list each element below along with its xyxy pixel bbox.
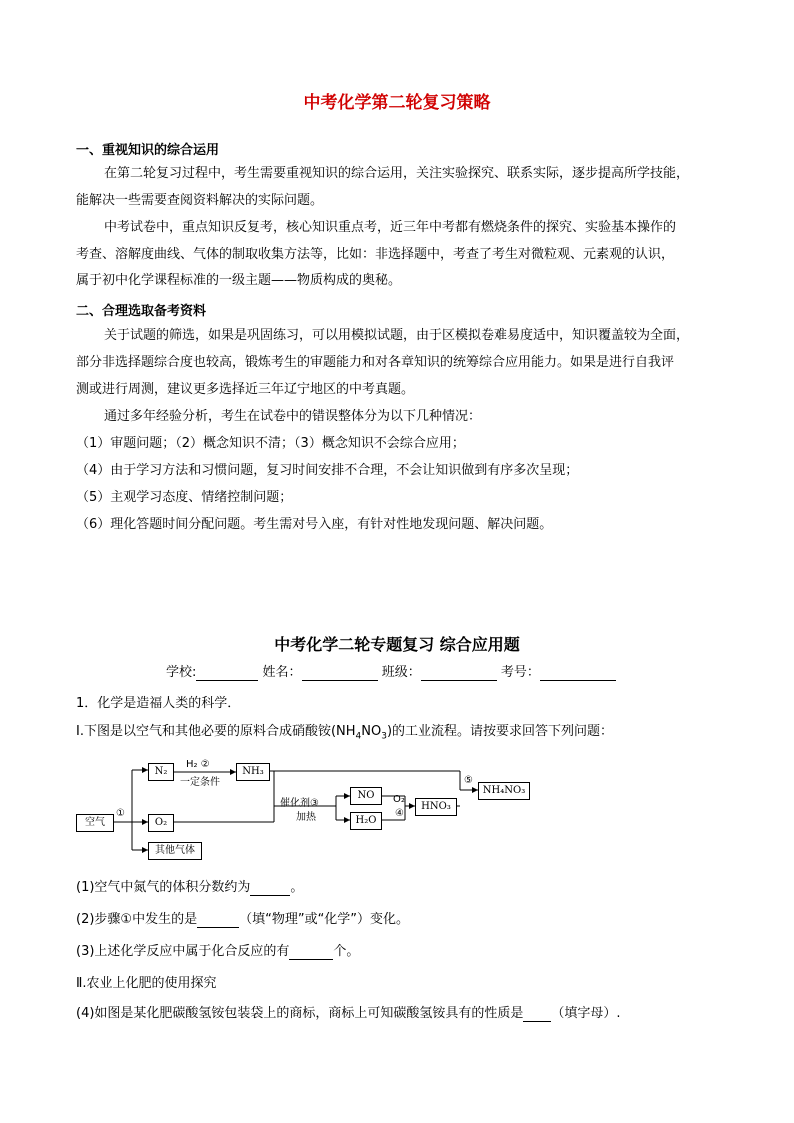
error-item-3: （5）主观学习态度、情绪控制问题； <box>76 490 293 505</box>
step4-label: ④ <box>395 808 404 819</box>
part2-heading: Ⅱ.农业上化肥的使用探究 <box>76 976 217 991</box>
answer-blank-4[interactable] <box>523 1008 551 1022</box>
question-1-stem: 1．化学是造福人类的科学． <box>76 696 241 711</box>
other-gases-box: 其他气体 <box>148 842 202 860</box>
nh4no3-box: NH₄NO₃ <box>478 782 530 800</box>
section2-para1-line2: 部分非选择题综合度也较高，锻炼考生的审题能力和对各章知识的统筹综合应用能力。如果是进行自我评 <box>76 355 675 370</box>
answer-blank-1[interactable] <box>250 882 290 896</box>
section1-para1-line1: 在第二轮复习过程中，考生需要重视知识的综合运用，关注实验探究、联系实际，逐步提高所学技能， <box>104 166 690 181</box>
section2-para1-line1: 关于试题的筛选，如果是巩固练习，可以用模拟试题，由于区模拟卷难易度适中，知识覆盖较为全面， <box>104 328 690 343</box>
section2-para2: 通过多年经验分析，考生在试卷中的错误整体分为以下几种情况： <box>104 409 482 424</box>
o2-arrow-label: O₂ <box>393 794 405 805</box>
section2-para1-line3: 测或进行周测，建议更多选择近三年辽宁地区的中考真题。 <box>76 382 415 397</box>
subquestion-1: (1)空气中氮气的体积分数约为 。 <box>76 880 304 895</box>
no-box: NO <box>350 787 382 805</box>
section1-heading: 一、重视知识的综合运用 <box>76 143 220 158</box>
subquestion-3: (3)上述化学反应中属于化合反应的有 个。 <box>76 944 360 959</box>
catalyst-step3-label: 催化剂③ <box>280 798 319 809</box>
section1-para2-line3: 属于初中化学课程标准的一级主题——物质构成的奥秘。 <box>76 273 402 288</box>
heating-label: 加热 <box>296 812 316 823</box>
answer-blank-3[interactable] <box>289 946 333 960</box>
school-label: 学校: <box>166 665 197 680</box>
error-item-4: （6）理化答题时间分配问题。考生需对号入座，有针对性地发现问题、解决问题。 <box>76 517 553 532</box>
error-item-2: （4）由于学习方法和习惯问题，复习时间安排不合理，不会让知识做到有序多次呈现； <box>76 463 579 478</box>
document-title: 中考化学第二轮复习策略 <box>303 93 491 113</box>
step1-label: ① <box>116 808 125 819</box>
nh3-box: NH₃ <box>236 763 270 781</box>
step5-label: ⑤ <box>464 775 473 786</box>
number-label: 考号： <box>500 665 540 680</box>
n2-box: N₂ <box>148 763 174 781</box>
exam-title: 中考化学二轮专题复习 综合应用题 <box>274 635 520 654</box>
section1-para2-line2: 考查、溶解度曲线、气体的制取收集方法等，比如：非选择题中，考查了考生对微粒观、元素观的认识， <box>76 247 675 262</box>
subquestion-2: (2)步骤①中发生的是 （填“物理”或“化学”）变化。 <box>76 912 410 927</box>
name-label: 姓名： <box>262 665 302 680</box>
h2o-box: H₂O <box>350 812 382 830</box>
part1-intro: Ⅰ.下图是以空气和其他必要的原料合成硝酸铵$(NH_4NO_3)$的工业流程。请按要求回答下列问题： <box>76 724 614 742</box>
hno3-box: HNO₃ <box>415 798 457 816</box>
h2-step2-label: H₂ ② <box>186 759 210 770</box>
o2-box: O₂ <box>148 814 174 832</box>
section1-para1-line2: 能解决一些需要查阅资料解决的实际问题。 <box>76 193 324 208</box>
subquestion-4: (4)如图是某化肥碳酸氢铵包装袋上的商标，商标上可知碳酸氢铵具有的性质是 （填字母）. <box>76 1006 621 1021</box>
answer-blank-2[interactable] <box>197 914 239 928</box>
condition-label: 一定条件 <box>180 777 220 788</box>
air-box: 空气 <box>76 814 114 832</box>
section2-heading: 二、合理选取备考资料 <box>76 304 207 319</box>
error-item-1: （1）审题问题；（2）概念知识不清；（3）概念知识不会综合应用； <box>76 436 465 451</box>
class-label: 班级： <box>381 665 421 680</box>
section1-para2-line1: 中考试卷中，重点知识反复考，核心知识重点考，近三年中考都有燃烧条件的探究、实验基本操作的 <box>104 220 677 235</box>
